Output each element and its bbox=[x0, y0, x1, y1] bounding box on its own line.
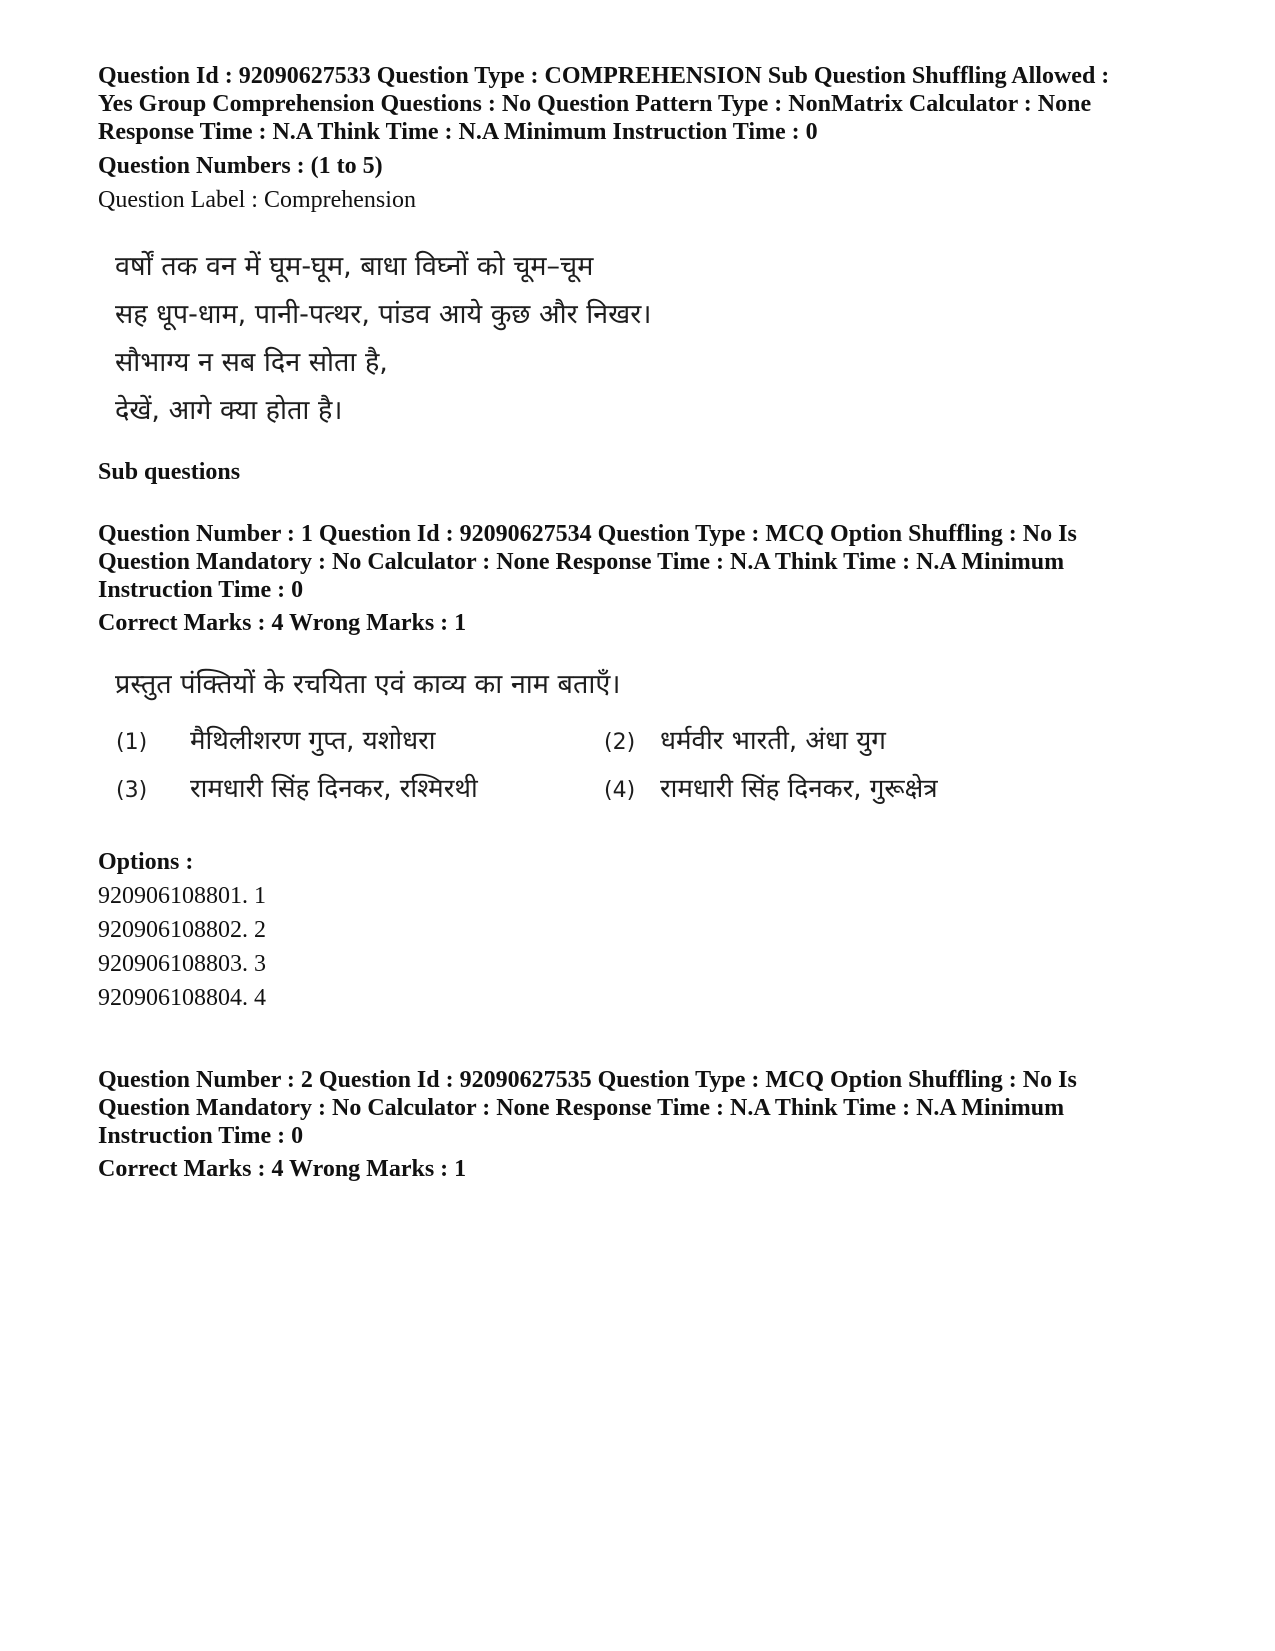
question-1-options-heading: Options : bbox=[98, 849, 194, 875]
question-2-marks: Correct Marks : 4 Wrong Marks : 1 bbox=[98, 1156, 467, 1182]
choice-4-number: (4) bbox=[604, 778, 636, 803]
question-2-meta-line-3: Instruction Time : 0 bbox=[98, 1123, 304, 1149]
question-2-meta-line-1: Question Number : 2 Question Id : 92090627535 Question Type : MCQ Option Shuffling : No Is bbox=[98, 1067, 1077, 1093]
comprehension-meta-line-1: Question Id : 92090627533 Question Type : COMPREHENSION Sub Question Shuffling Allowed : bbox=[98, 63, 1110, 89]
choice-3-text: रामधारी सिंह दिनकर, रश्मिरथी bbox=[190, 774, 478, 804]
question-1-prompt-block bbox=[115, 670, 815, 702]
question-1-prompt: प्रस्तुत पंक्तियों के रचयिता एवं काव्य का नाम बताएँ। bbox=[115, 669, 621, 700]
question-label: Question Label : Comprehension bbox=[98, 187, 416, 213]
question-2-meta-line-2: Question Mandatory : No Calculator : None Response Time : N.A Think Time : N.A Minimum bbox=[98, 1095, 1065, 1121]
choice-2-text: धर्मवीर भारती, अंधा युग bbox=[660, 726, 886, 756]
question-2-meta bbox=[98, 1066, 1188, 1150]
question-1-meta-line-3: Instruction Time : 0 bbox=[98, 577, 304, 603]
question-1-meta bbox=[98, 520, 1188, 604]
question-1-meta-line-2: Question Mandatory : No Calculator : None Response Time : N.A Think Time : N.A Minimum bbox=[98, 549, 1065, 575]
choice-2-number: (2) bbox=[604, 730, 636, 755]
choice-3-number: (3) bbox=[116, 778, 148, 803]
question-numbers: Question Numbers : (1 to 5) bbox=[98, 153, 383, 179]
passage-line-2: सह धूप-धाम, पानी-पत्थर, पांडव आये कुछ और निखर। bbox=[115, 299, 652, 330]
choice-4-text: रामधारी सिंह दिनकर, गुरूक्षेत्र bbox=[660, 774, 938, 804]
passage-line-1: वर्षों तक वन में घूम-घूम, बाधा विघ्नों को चूम–चूम bbox=[115, 251, 594, 282]
passage-line-4: देखें, आगे क्या होता है। bbox=[115, 395, 343, 426]
question-1-meta-line-1: Question Number : 1 Question Id : 92090627534 Question Type : MCQ Option Shuffling : No Is bbox=[98, 521, 1077, 547]
comprehension-meta-line-3: Response Time : N.A Think Time : N.A Minimum Instruction Time : 0 bbox=[98, 119, 818, 145]
option-id-1: 920906108801. 1 bbox=[98, 883, 266, 909]
choice-1-number: (1) bbox=[116, 730, 148, 755]
option-id-2: 920906108802. 2 bbox=[98, 917, 266, 943]
comprehension-passage bbox=[115, 252, 815, 432]
comprehension-meta bbox=[98, 62, 1188, 146]
option-id-3: 920906108803. 3 bbox=[98, 951, 266, 977]
sub-questions-heading: Sub questions bbox=[98, 459, 241, 485]
choice-1-text: मैथिलीशरण गुप्त, यशोधरा bbox=[190, 726, 436, 756]
option-id-4: 920906108804. 4 bbox=[98, 985, 266, 1011]
comprehension-meta-line-2: Yes Group Comprehension Questions : No Question Pattern Type : NonMatrix Calculator : None bbox=[98, 91, 1092, 117]
passage-line-3: सौभाग्य न सब दिन सोता है, bbox=[115, 347, 388, 378]
question-1-marks: Correct Marks : 4 Wrong Marks : 1 bbox=[98, 610, 467, 636]
